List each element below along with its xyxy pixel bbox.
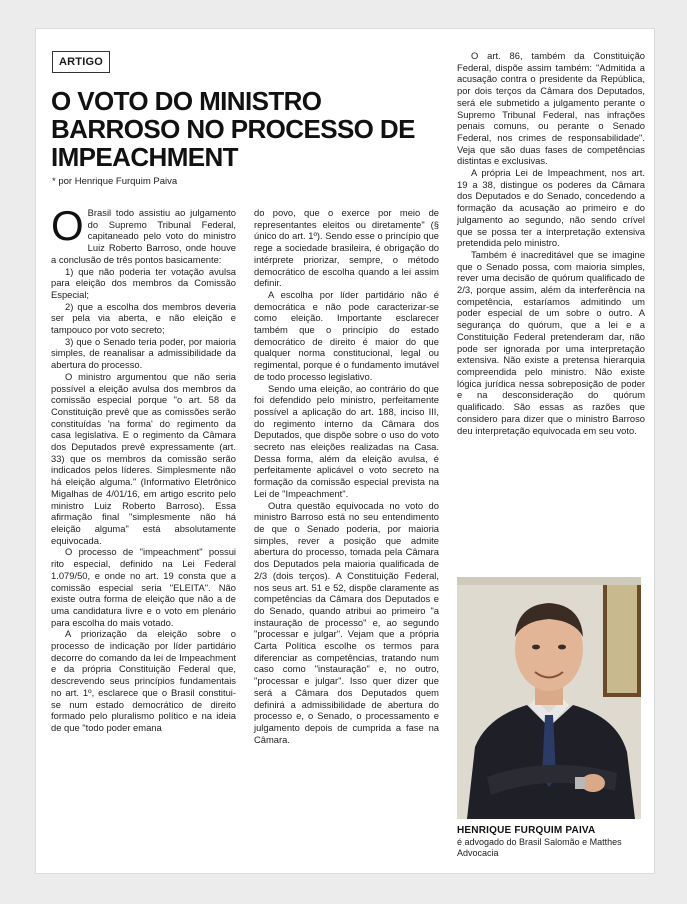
byline: * por Henrique Furquim Paiva — [52, 176, 178, 187]
column-1 — [51, 202, 236, 734]
drop-cap: O — [51, 202, 84, 249]
paragraph: A própria Lei de Impeachment, nos art. 19 a 38, distingue os poderes da Câmara dos Deputados e do Senado, concedendo a formação da acusação ao primeiro e do julgamento ao segundo, não sendo crível que se possa ter a interpretação extensiva pretendida pelo ministro. — [457, 167, 645, 249]
paragraph: O art. 86, também da Constituição Federal, dispõe assim também: "Admitida a acusação contra o presidente da República, por dois terços da Câmara dos Deputados, será ele submetido a julgamento perante o Supremo Tribunal Federal, nas infrações penais comuns, ou perante o Senado Federal, nos crimes de responsabilidade". Veja que são duas fases de competências distintas e exclusivas. — [457, 50, 645, 167]
article-headline: O VOTO DO MINISTRO BARROSO NO PROCESSO DE IMPEACHMENT — [51, 86, 415, 172]
paragraph: A priorização da eleição sobre o processo de indicação por líder partidário decorre do comando da lei de Impeachment e da própria Constituição Federal que, descrevendo seus princípios fundamentais no art. 1º, esclarece que o Brasil constitui-se num estado democrático de direito formado pelo pluralismo político e na ideia de que "todo poder emana — [51, 628, 236, 733]
column-2 — [254, 207, 439, 745]
author-description: é advogado do Brasil Salomão e Matthes Advocacia — [457, 837, 622, 858]
paragraph: O ministro argumentou que não seria possível a eleição avulsa dos membros da comissão especial porque "o art. 58 da Constituição prevê que as comissões serão constituídas 'na forma' do regimento da casa legislativa. E o regimento da Câmara dos Deputados prevê expressamente (art. 33) que os membros da comissão serão indicados pelos líderes. Simplesmente não há eleição alguma." (Informativo Eletrônico Migalhas de 4/01/16, em artigo escrito pelo ministro Luiz Roberto Barroso). Essa afirmação final "simplesmente não há eleição alguma" está absolutamente equivocada. — [51, 370, 236, 546]
author-photo — [457, 577, 641, 819]
article-page — [35, 28, 655, 874]
author-name: HENRIQUE FURQUIM PAIVA — [457, 825, 596, 836]
paragraph: 1) que não poderia ter votação avulsa para eleição dos membros da Comissão Especial; — [51, 265, 236, 300]
paragraph: Outra questão equivocada no voto do ministro Barroso está no seu entendimento de que o Senado poderia, por maioria simples, rever a posição que admite abertura do processo, tomada pela Câmara dos Deputados pela maioria qualificada de 2/3 (dois terços). A Constituição Federal, nos seus art. 51 e 52, dispõe claramente as competências da Câmara dos Deputados e do Senado, quando atribui ao primeiro "a instauração de processo" e, ao segundo "processar e julgar". Vejam que a própria Carta Política escolhe os termos para diferenciar as competências, tratando num caso como "instauração" e, no outro, "processar e julgar". Isso quer dizer que será a Câmara dos Deputados quem definirá a admissibilidade de abertura do processo e, o Senado, o processamento e julgamento depois de cumprida a fase na Câmara. — [254, 499, 439, 745]
paragraph: 2) que a escolha dos membros deveria ser pela via aberta, e não eleição e tampouco por voto secreto; — [51, 300, 236, 336]
section-tag: ARTIGO — [52, 51, 110, 73]
paragraph: Sendo uma eleição, ao contrário do que foi defendido pelo ministro, perfeitamente possível a aplicação do art. 188, inciso III, do regimento interno da Câmara dos Deputados, que dispõe sobre o uso do voto secreto nas eleições realizadas na Casa. Dessa forma, além da eleição avulsa, é perfeitamente aplicável o voto secreto na formação da comissão especial prevista na Lei de "Impeachment". — [254, 382, 439, 499]
column-3 — [457, 50, 645, 436]
paragraph: Também é inacreditável que se imagine que o Senado possa, com maioria simples, rever uma decisão de quórum qualificado de 2/3, porque assim, além da interferência na competência, estaríamos admitindo um poder especial de um sobre o outro. A segurança do quórum, que a lei e a Constituição Federal pretenderam dar, não pode ser ignorada por uma interpretação extensiva. Não existe a pretensa hierarquia compreendida pelo ministro. Não existe lógica jurídica nessa sobreposição de poder e na desconsideração do quórum qualificado. São essas as razões que considero para dizer que o ministro Barroso deu interpretação equivocada em seu voto. — [457, 248, 645, 436]
author-portrait-illustration — [457, 577, 641, 819]
paragraph-1: O Brasil todo assistiu ao julgamento do Supremo Tribunal Federal, capitaneado pelo voto do ministro Luiz Roberto Barroso, onde houve a conclusão de três pontos basicamente: — [51, 202, 236, 265]
paragraph: do povo, que o exerce por meio de representantes eleitos ou diretamente" (§ único do art. 1º). Sendo esse o princípio que rege a sociedade brasileira, é obrigação do intérprete priorizar, sempre, o método democrático de escolha quando a lei assim definir. — [254, 207, 439, 289]
paragraph: 3) que o Senado teria poder, por maioria simples, de reanalisar a admissibilidade da abertura do processo. — [51, 335, 236, 371]
paragraph: A escolha por líder partidário não é democrática e não pode caracterizar-se como eleição. Importante esclarecer também que o princípio do estado democrático de direito é maior do que qualquer norma constitucional, legal ou regimental, porque é o fundamento imutável de todo processo legislativo. — [254, 288, 439, 382]
paragraph: O processo de "impeachment" possui rito especial, definido na Lei Federal 1.079/50, e onde no art. 19 consta que a comissão especial seria "ELEITA". Não existe outra forma de eleição que não a de uma candidatura livre e o voto em plenário para escolha do mais votado. — [51, 546, 236, 628]
